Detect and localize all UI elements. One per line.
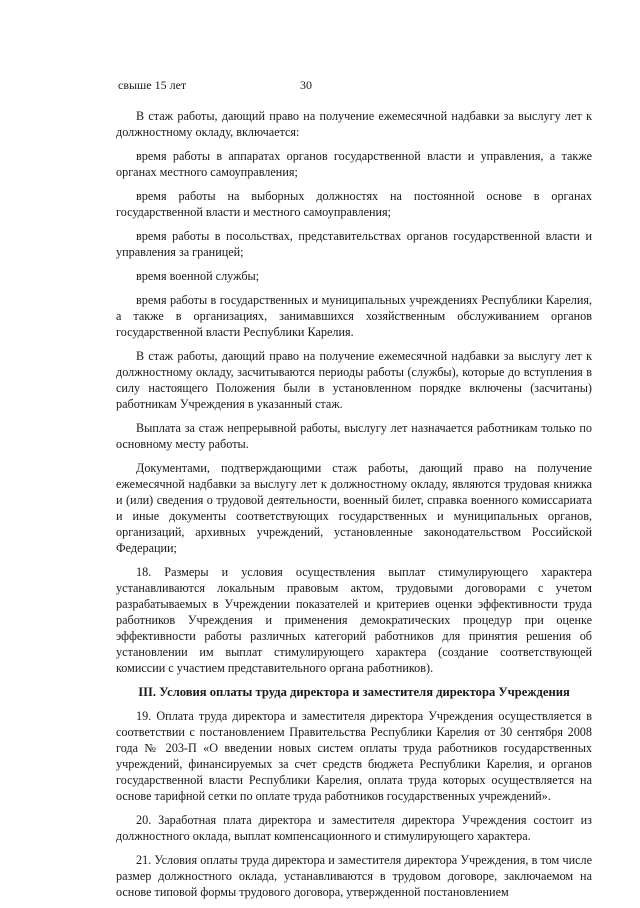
paragraph: В стаж работы, дающий право на получение ежемесячной надбавки за выслугу лет к должностному окладу, включается: [116,109,592,139]
paragraph: время работы в посольствах, представительствах органов государственной власти и управления за границей; [116,229,592,259]
document-body [116,108,592,908]
section-title: III. Условия оплаты труда директора и заместителя директора Учреждения [138,685,570,699]
paragraph: 18. Размеры и условия осуществления выплат стимулирующего характера устанавливаются локальным правовым актом, трудовыми договорами с учетом разрабатываемых в Учреждении показателей и критериев оценки эффективности труда работников Учреждения и применения демократических процедур при оценке эффективности работы различных категорий работников для принятия решения об установлении им выплат стимулирующего характера (создание соответствующей комиссии с участием представительного органа работников). [116,565,592,675]
page-number: 30 [300,78,312,92]
paragraph: 20. Заработная плата директора и заместителя директора Учреждения состоит из должностного оклада, выплат компенсационного и стимулирующего характера. [116,813,592,843]
paragraph: время работы в государственных и муниципальных учреждениях Республики Карелия, а также в организациях, занимавшихся хозяйственным обслуживанием органов государственной власти Республики Карелия. [116,293,592,339]
paragraph: время военной службы; [136,269,260,283]
paragraph: Документами, подтверждающими стаж работы, дающий право на получение ежемесячной надбавки за выслугу лет к должностному окладу, являются трудовая книжка и (или) сведения о трудовой деятельности, военный билет, справка военного комиссариата и иные документы соответствующих государственных и муниципальных органов, организаций, архивных учреждений, установленные законодательством Российской Федерации; [116,461,592,555]
paragraph: 19. Оплата труда директора и заместителя директора Учреждения осуществляется в соответствии с постановлением Правительства Республики Карелия от 30 сентября 2008 года № 203-П «О введении новых систем оплаты труда работников государственных учреждений, финансируемых за счет средств бюджета Республики Карелия, и органов государственной власти Республики Карелия, оплата труда которых осуществляется на основе тарифной сетки по оплате труда работников государственных учреждений». [116,709,592,803]
paragraph: Выплата за стаж непрерывной работы, выслугу лет назначается работникам только по основному месту работы. [116,421,592,451]
paragraph: время работы на выборных должностях на постоянной основе в органах государственной власти и местного самоуправления; [116,189,592,219]
paragraph: время работы в аппаратах органов государственной власти и управления, а также органах местного самоуправления; [116,149,592,179]
paragraph: 21. Условия оплаты труда директора и заместителя директора Учреждения, в том числе размер должностного оклада, устанавливаются в трудовом договоре, заключаемом на основе типовой формы трудового договора, утвержденной постановлением [116,853,592,899]
paragraph: В стаж работы, дающий право на получение ежемесячной надбавки за выслугу лет к должностному окладу, засчитываются периоды работы (службы), которые до вступления в силу настоящего Положения были в установленном порядке включены (засчитаны) работникам Учреждения в указанный стаж. [116,349,592,411]
header-fragment: свыше 15 лет [118,78,187,92]
